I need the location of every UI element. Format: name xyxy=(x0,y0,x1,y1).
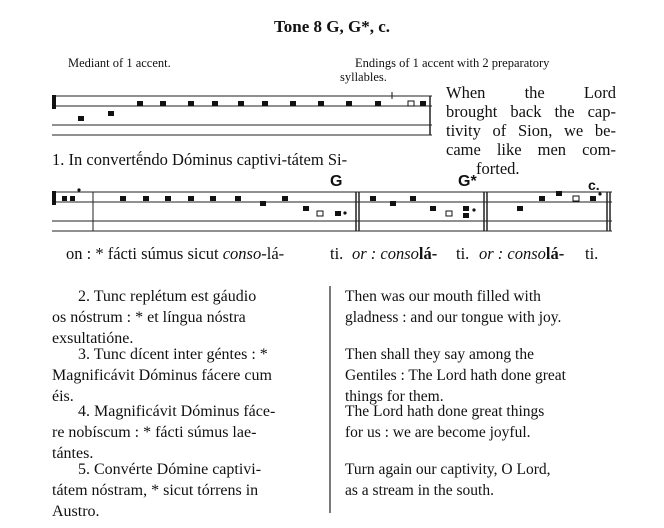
verse-4 xyxy=(52,401,322,464)
translation-4 xyxy=(345,401,620,443)
mediant-label: Mediant of 1 accent. xyxy=(68,56,171,70)
intro-line: When the Lord xyxy=(446,83,616,102)
translation-line: Then shall they say among the xyxy=(345,346,534,363)
verse-3 xyxy=(52,344,322,407)
chant-text-italic: or : conso xyxy=(352,244,419,263)
verse-line: 2. Tunc replétum est gáudio xyxy=(78,288,257,305)
chant-line-1 xyxy=(52,150,347,170)
translation-5 xyxy=(345,459,620,501)
ending-label-c: c. xyxy=(588,177,600,193)
ending-label-g: G xyxy=(330,173,343,190)
chant-text-bold: lá- xyxy=(545,244,565,263)
intro-line: forted. xyxy=(476,159,520,178)
page-title: Tone 8 G, G*, c. xyxy=(273,17,391,36)
intro-line: came like men com- xyxy=(446,140,616,159)
verse-number: 1. xyxy=(52,150,65,169)
endings-label-line2: syllables. xyxy=(340,70,387,84)
chant-text-italic: or : conso xyxy=(479,244,546,263)
verse-5 xyxy=(52,459,322,522)
verse-line: tátem nóstram, * sicut tórrens in xyxy=(52,482,259,499)
verse-line: exsultatióne. xyxy=(52,330,134,347)
staff-2 xyxy=(52,192,612,231)
translation-2 xyxy=(345,286,620,328)
intro-translation xyxy=(446,83,616,178)
translation-line: Then was our mouth filled with xyxy=(345,288,541,305)
verse-line: 5. Convérte Dómine captivi- xyxy=(78,461,262,478)
translation-line: for us : we are become joyful. xyxy=(345,424,531,441)
chant-ending-3: ti. xyxy=(456,244,470,263)
chant-ending-4 xyxy=(479,244,564,264)
chant-ending-1: ti. xyxy=(330,244,344,263)
intro-line: brought back the cap- xyxy=(446,102,616,121)
verse-line: éis. xyxy=(52,388,74,405)
chant-line-2 xyxy=(66,244,284,264)
endings-label-line1: Endings of 1 accent with 2 preparatory xyxy=(355,56,550,70)
translation-line: gladness : and our tongue with joy. xyxy=(345,309,562,326)
verse-line: Magnificávit Dóminus fácere cum xyxy=(52,367,272,384)
translation-line: as a stream in the south. xyxy=(345,482,494,499)
ending-label-g-star: G* xyxy=(458,173,477,190)
verse-line: tántes. xyxy=(52,445,94,462)
verse-line: 4. Magnificávit Dóminus fáce- xyxy=(78,403,276,420)
verse-line: re nobíscum : * fácti súmus lae- xyxy=(52,424,257,441)
chant-ending-2 xyxy=(352,244,437,264)
neumes-2 xyxy=(52,188,602,218)
translation-line: Turn again our captivity, O Lord, xyxy=(345,461,551,478)
translation-3 xyxy=(345,344,620,407)
chant-text: on : * fácti súmus sicut xyxy=(66,244,223,263)
clef-1 xyxy=(52,95,56,109)
verse-line: os nóstrum : * et língua nóstra xyxy=(52,309,246,326)
verse-line: 3. Tunc dícent inter géntes : * xyxy=(78,346,268,363)
chant-text-bold: lá- xyxy=(418,244,438,263)
chant-text: -lá- xyxy=(261,244,285,263)
translation-line: Gentiles : The Lord hath done great xyxy=(345,367,566,384)
translation-line: The Lord hath done great things xyxy=(345,403,545,420)
chant-ending-5: ti. xyxy=(585,244,599,263)
translation-line: things for them. xyxy=(345,388,444,405)
verse-line: Austro. xyxy=(52,503,100,520)
verse-2 xyxy=(52,286,322,349)
intro-line: tivity of Sion, we be- xyxy=(446,121,616,140)
chant-text-italic: conso xyxy=(222,244,262,263)
chant-text: In convertḗndo Dóminus captivi-tátem Si- xyxy=(68,150,348,169)
